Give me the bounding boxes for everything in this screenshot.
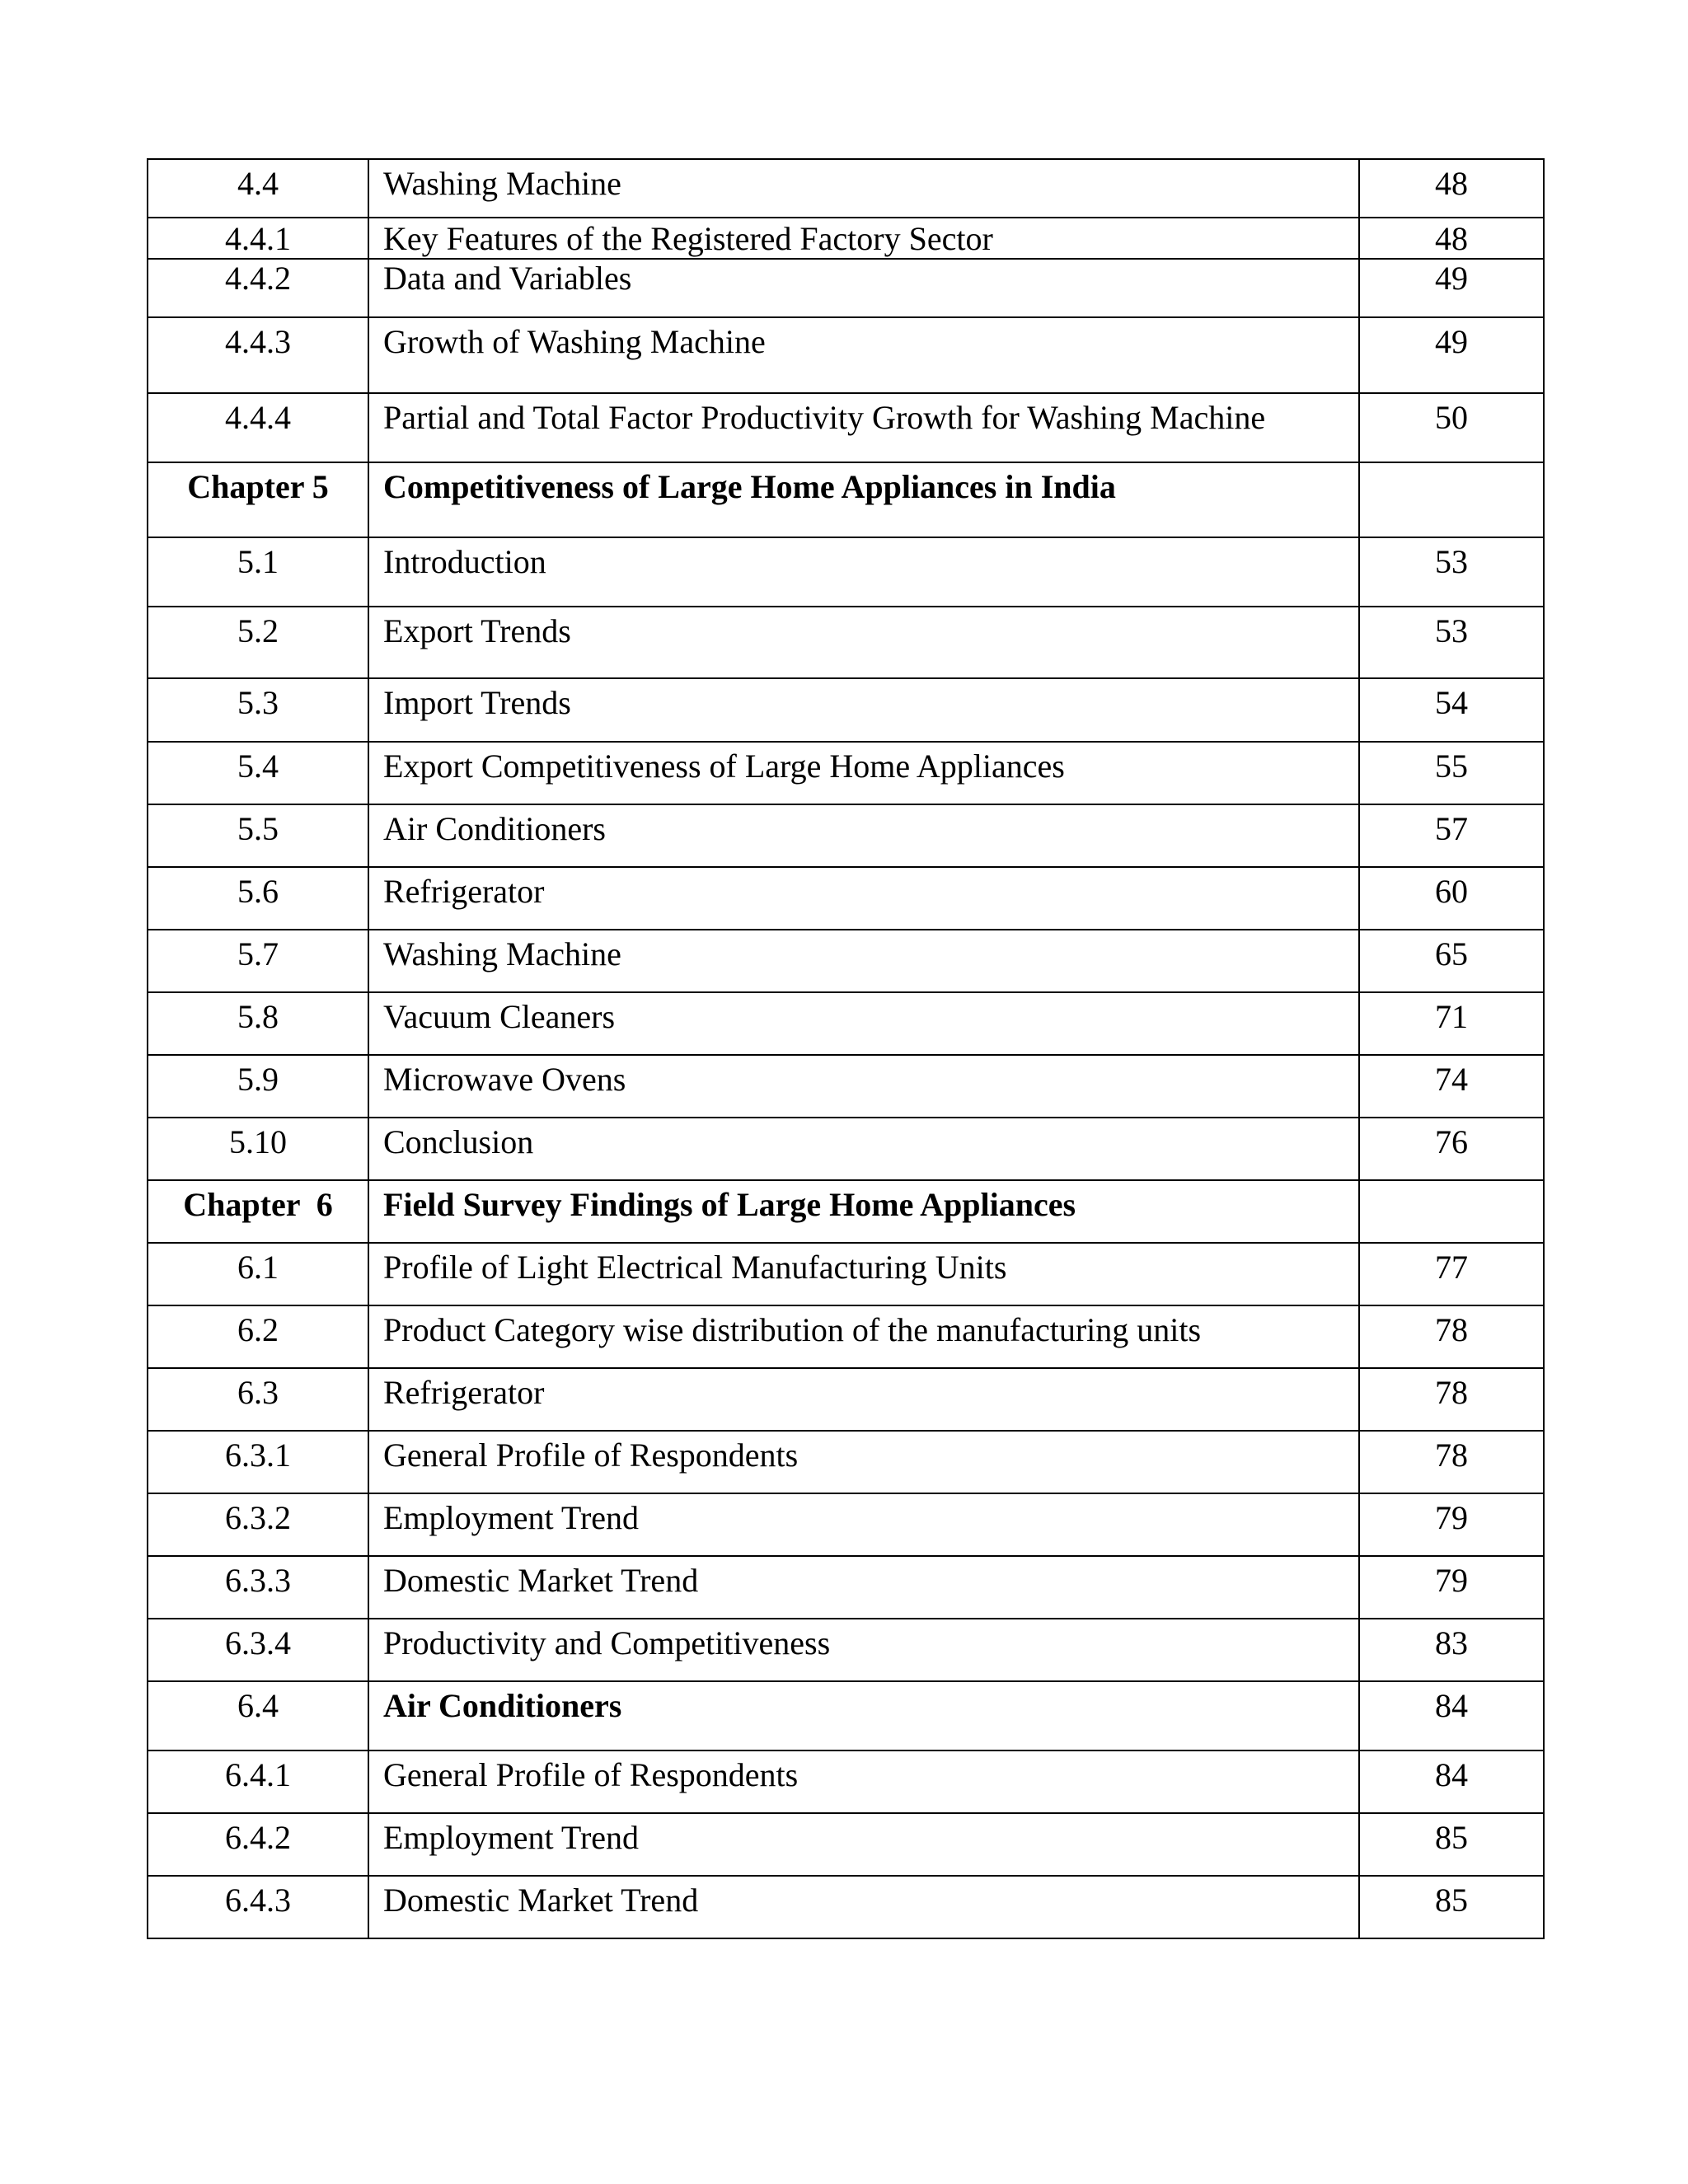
page-number: 53 [1359,607,1544,678]
section-number: 6.3 [148,1368,368,1431]
section-number: 6.4.3 [148,1876,368,1938]
toc-row [148,804,1544,867]
section-title: General Profile of Respondents [368,1750,1359,1813]
toc-row [148,1556,1544,1619]
chapter-number: Chapter 6 [148,1180,368,1243]
page-number: 78 [1359,1368,1544,1431]
toc-row [148,1431,1544,1493]
toc-row [148,159,1544,218]
toc-row [148,742,1544,804]
section-title: Air Conditioners [368,804,1359,867]
section-title: Productivity and Competitiveness [368,1619,1359,1681]
toc-row [148,1118,1544,1180]
section-title: Profile of Light Electrical Manufacturing Units [368,1243,1359,1305]
section-title: Refrigerator [368,867,1359,930]
page-number: 78 [1359,1431,1544,1493]
page-number: 53 [1359,537,1544,607]
page-number: 84 [1359,1750,1544,1813]
section-number: 4.4 [148,159,368,218]
toc-row [148,1813,1544,1876]
toc-row [148,992,1544,1055]
section-number: 5.6 [148,867,368,930]
section-title: Refrigerator [368,1368,1359,1431]
section-title: Domestic Market Trend [368,1556,1359,1619]
page-number: 74 [1359,1055,1544,1118]
section-title: Partial and Total Factor Productivity Growth for Washing Machine [368,393,1359,462]
section-title: Introduction [368,537,1359,607]
section-title: Import Trends [368,678,1359,742]
chapter-title: Competitiveness of Large Home Appliances in India [368,462,1359,537]
section-number: 6.3.3 [148,1556,368,1619]
toc-row [148,1876,1544,1938]
toc-row [148,1243,1544,1305]
section-title: Domestic Market Trend [368,1876,1359,1938]
section-number: 5.8 [148,992,368,1055]
section-number: 5.9 [148,1055,368,1118]
page-number: 48 [1359,159,1544,218]
section-title: Employment Trend [368,1493,1359,1556]
section-number: 4.4.2 [148,259,368,317]
toc-row [148,1305,1544,1368]
section-title: Microwave Ovens [368,1055,1359,1118]
section-number: 5.2 [148,607,368,678]
page-number: 48 [1359,218,1544,259]
section-title: Air Conditioners [368,1681,1359,1750]
section-number: 6.1 [148,1243,368,1305]
section-number: 5.4 [148,742,368,804]
page-number: 77 [1359,1243,1544,1305]
toc-row [148,607,1544,678]
section-title: Washing Machine [368,159,1359,218]
section-number: 6.3.1 [148,1431,368,1493]
page-number: 79 [1359,1493,1544,1556]
chapter-row [148,462,1544,537]
section-title: Data and Variables [368,259,1359,317]
page-number: 50 [1359,393,1544,462]
page-number: 83 [1359,1619,1544,1681]
section-title: Washing Machine [368,930,1359,992]
page-number: 49 [1359,259,1544,317]
chapter-number: Chapter 5 [148,462,368,537]
page-number: 57 [1359,804,1544,867]
section-title: General Profile of Respondents [368,1431,1359,1493]
page-number: 85 [1359,1876,1544,1938]
page-number: 76 [1359,1118,1544,1180]
page-number [1359,1180,1544,1243]
toc-row [148,930,1544,992]
page-number: 79 [1359,1556,1544,1619]
section-number: 6.3.2 [148,1493,368,1556]
toc-row [148,1493,1544,1556]
page-number: 84 [1359,1681,1544,1750]
page-number: 78 [1359,1305,1544,1368]
section-title: Conclusion [368,1118,1359,1180]
section-number: 6.4.1 [148,1750,368,1813]
section-number: 4.4.4 [148,393,368,462]
toc-row [148,1619,1544,1681]
section-number: 5.10 [148,1118,368,1180]
section-number: 6.4 [148,1681,368,1750]
section-number: 6.4.2 [148,1813,368,1876]
page-number [1359,462,1544,537]
toc-row [148,218,1544,259]
toc-row [148,1750,1544,1813]
section-title: Product Category wise distribution of the manufacturing units [368,1305,1359,1368]
section-title: Export Competitiveness of Large Home Appliances [368,742,1359,804]
section-number: 5.7 [148,930,368,992]
page-number: 71 [1359,992,1544,1055]
toc-row [148,1055,1544,1118]
section-title: Employment Trend [368,1813,1359,1876]
section-number: 6.2 [148,1305,368,1368]
page-number: 60 [1359,867,1544,930]
page-number: 65 [1359,930,1544,992]
section-number: 6.3.4 [148,1619,368,1681]
section-number: 4.4.1 [148,218,368,259]
toc-row [148,867,1544,930]
page-number: 85 [1359,1813,1544,1876]
section-title: Export Trends [368,607,1359,678]
toc-row [148,317,1544,393]
section-title: Key Features of the Registered Factory Sector [368,218,1359,259]
toc-row [148,259,1544,317]
toc-row [148,537,1544,607]
toc-row [148,393,1544,462]
section-number: 5.1 [148,537,368,607]
section-number: 5.3 [148,678,368,742]
chapter-row [148,1180,1544,1243]
section-number: 5.5 [148,804,368,867]
toc-row [148,1368,1544,1431]
section-title: Vacuum Cleaners [368,992,1359,1055]
toc-row [148,1681,1544,1750]
section-number: 4.4.3 [148,317,368,393]
section-title: Growth of Washing Machine [368,317,1359,393]
page-number: 49 [1359,317,1544,393]
toc-row [148,678,1544,742]
page-number: 54 [1359,678,1544,742]
page-number: 55 [1359,742,1544,804]
chapter-title: Field Survey Findings of Large Home Appliances [368,1180,1359,1243]
table-of-contents [147,158,1545,1939]
